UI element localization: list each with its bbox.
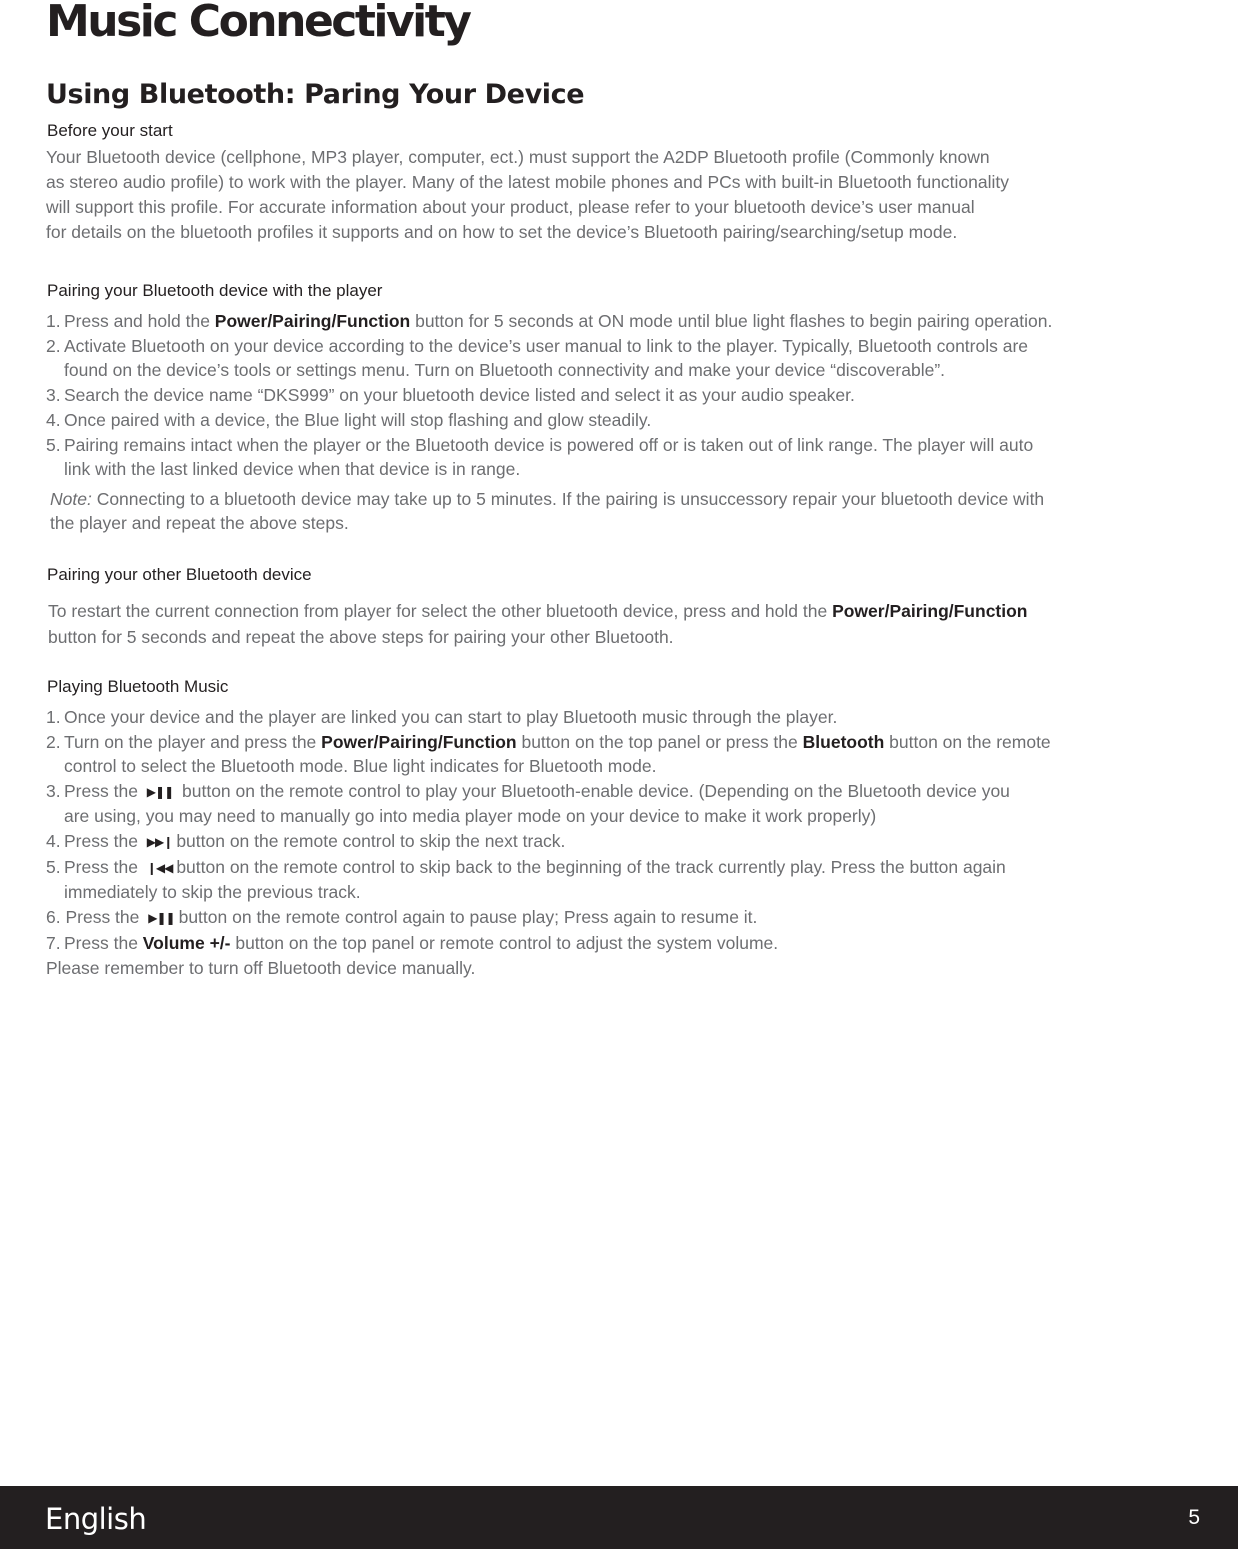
list-item: 5. Pairing remains intact when the player or the Bluetooth device is powered off or is taken out of link range. The player will auto link with the last linked device when that device is in range. [46, 435, 1034, 479]
power-pairing-function-key: Power/Pairing/Function [832, 601, 1028, 621]
list-item: 6. Press the ▶❚❚ button on the remote control again to pause play; Press again to resume it. [46, 905, 1051, 930]
before-line: will support this profile. For accurate information about your product, please refer to your bluetooth device’s user manual [46, 197, 975, 217]
power-pairing-function-key: Power/Pairing/Function [214, 311, 411, 331]
reminder: Please remember to turn off Bluetooth device manually. [46, 958, 476, 978]
power-pairing-function-key: Power/Pairing/Function [321, 732, 517, 752]
page-number: 5 [1188, 1506, 1200, 1529]
before-paragraph [46, 145, 1009, 245]
playing-heading: Playing Bluetooth Music [47, 677, 229, 696]
play-pause-icon: ▶❚❚ [146, 785, 174, 799]
list-item: 3. Search the device name “DKS999” on your bluetooth device listed and select it as your audio speaker. [46, 385, 855, 405]
bluetooth-key: Bluetooth [802, 732, 885, 752]
play-pause-icon: ▶❚❚ [148, 911, 175, 925]
other-paragraph: To restart the current connection from player for select the other bluetooth device, press and hold the Power/Pairing/Function button for 5 seconds and repeat the above steps for pairing your other Bluetooth. [48, 601, 1028, 647]
list-item: 2. Activate Bluetooth on your device according to the device’s user manual to link to the player. Typically, Bluetooth controls are found on the device’s tools or settings menu. Turn on Bluetooth connectivity and make your device “discoverable”. [46, 336, 1029, 380]
section-title: Using Bluetooth: Paring Your Device [46, 79, 585, 110]
list-item: 7. Press the Volume +/- button on the top panel or remote control to adjust the system volume. [46, 933, 779, 953]
page-title: Music Connectivity [46, 0, 470, 47]
skip-next-icon: ▶▶❙ [146, 835, 173, 849]
list-item: 4. Once paired with a device, the Blue light will stop flashing and glow steadily. [46, 410, 652, 430]
footer-bar [0, 1486, 1238, 1549]
pairing-heading: Pairing your Bluetooth device with the player [47, 281, 383, 300]
before-line: for details on the bluetooth profiles it supports and on how to set the device’s Bluetooth pairing/searching/setup mode. [46, 222, 958, 242]
pairing-note: Note: Connecting to a bluetooth device may take up to 5 minutes. If the pairing is unsuccessory repair your bluetooth device with the player and repeat the above steps. [50, 489, 1045, 533]
before-heading: Before your start [47, 121, 173, 140]
other-heading: Pairing your other Bluetooth device [47, 565, 312, 584]
list-item: 3. Press the ▶❚❚ button on the remote control to play your Bluetooth-enable device. (Depending on the Bluetooth device you are using, you may need to manually go into media player mode on your device to make it work properly) [46, 781, 1010, 826]
pairing-steps [46, 309, 1052, 482]
skip-previous-icon: ❙◀◀ [146, 861, 173, 875]
list-item: 1. Once your device and the player are linked you can start to play Bluetooth music through the player. [46, 707, 838, 727]
list-item: 4. Press the ▶▶❙ button on the remote control to skip the next track. [46, 829, 1051, 854]
list-item: 2. Turn on the player and press the Power/Pairing/Function button on the top panel or press the Bluetooth button on the remote control to select the Bluetooth mode. Blue light indicates for Bluetooth mode. [46, 732, 1051, 776]
before-line: as stereo audio profile) to work with the player. Many of the latest mobile phones and PCs with built-in Bluetooth functionality [46, 172, 1010, 192]
list-item: 5. Press the ❙◀◀ button on the remote control to skip back to the beginning of the track currently play. Press the button again immediately to skip the previous track. [46, 857, 1006, 902]
volume-key: Volume +/- [142, 933, 231, 953]
playing-steps [46, 705, 1051, 981]
list-item: 1. Press and hold the Power/Pairing/Function button for 5 seconds at ON mode until blue light flashes to begin pairing operation. [46, 311, 1053, 331]
footer-language: English [45, 1502, 147, 1536]
before-line: Your Bluetooth device (cellphone, MP3 player, computer, ect.) must support the A2DP Bluetooth profile (Commonly known [46, 147, 990, 167]
note-label: Note: [50, 489, 92, 509]
